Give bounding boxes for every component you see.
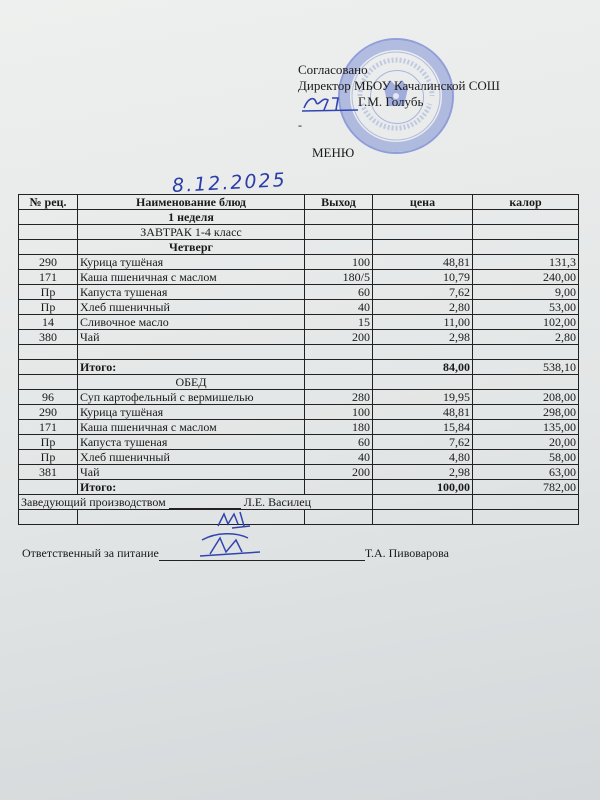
table-row <box>19 420 579 435</box>
spacer-row <box>19 345 579 360</box>
calories-cell: 2,80 <box>473 330 579 345</box>
recipe-no-cell: Пр <box>19 450 78 465</box>
dish-name-cell: Капуста тушеная <box>78 285 305 300</box>
breakfast-rows <box>19 255 579 345</box>
table-row <box>19 465 579 480</box>
header-price: цена <box>373 195 473 210</box>
breakfast-total-calories: 538,10 <box>473 360 579 375</box>
lunch-title-row <box>19 375 579 390</box>
portion-cell: 280 <box>305 390 373 405</box>
dish-name-cell: Чай <box>78 330 305 345</box>
calories-cell: 208,00 <box>473 390 579 405</box>
breakfast-title-row <box>19 225 579 240</box>
breakfast-total-label: Итого: <box>78 360 305 375</box>
menu-title: МЕНЮ <box>312 145 355 160</box>
table-row <box>19 435 579 450</box>
empty-row <box>19 510 579 525</box>
price-cell: 48,81 <box>373 405 473 420</box>
header-calories: калор <box>473 195 579 210</box>
table-row <box>19 450 579 465</box>
recipe-no-cell: Пр <box>19 300 78 315</box>
manager-signature <box>214 508 254 532</box>
table-header-row <box>19 195 579 210</box>
portion-cell: 180 <box>305 420 373 435</box>
table-row <box>19 255 579 270</box>
table-row <box>19 270 579 285</box>
menu-table <box>18 194 579 525</box>
portion-cell: 40 <box>305 450 373 465</box>
calories-cell: 298,00 <box>473 405 579 420</box>
table-row <box>19 315 579 330</box>
manager-label: Заведующий производством <box>21 495 166 509</box>
price-cell: 7,62 <box>373 285 473 300</box>
responsible-label: Ответственный за питание <box>22 546 159 560</box>
approval-dash: - <box>298 118 302 132</box>
recipe-no-cell: 14 <box>19 315 78 330</box>
breakfast-title: ЗАВТРАК 1-4 класс <box>78 225 305 240</box>
lunch-rows <box>19 390 579 480</box>
responsible-signature <box>196 530 266 560</box>
lunch-total-row <box>19 480 579 495</box>
approval-director: Директор МБОУ Качалинской СОШ <box>298 78 500 93</box>
portion-cell: 60 <box>305 435 373 450</box>
price-cell: 10,79 <box>373 270 473 285</box>
price-cell: 4,80 <box>373 450 473 465</box>
lunch-total-label: Итого: <box>78 480 305 495</box>
dish-name-cell: Курица тушёная <box>78 255 305 270</box>
week-row <box>19 210 579 225</box>
portion-cell: 60 <box>305 285 373 300</box>
price-cell: 7,62 <box>373 435 473 450</box>
breakfast-total-price: 84,00 <box>373 360 473 375</box>
director-signature <box>298 92 368 114</box>
recipe-no-cell: 290 <box>19 405 78 420</box>
table-row <box>19 330 579 345</box>
day-row <box>19 240 579 255</box>
portion-cell: 100 <box>305 405 373 420</box>
price-cell: 19,95 <box>373 390 473 405</box>
calories-cell: 240,00 <box>473 270 579 285</box>
header-portion: Выход <box>305 195 373 210</box>
breakfast-total-row <box>19 360 579 375</box>
handwritten-date: 8.12.2025 <box>171 169 288 197</box>
price-cell: 2,98 <box>373 465 473 480</box>
approval-heading: Согласовано <box>298 62 368 77</box>
header-recipe-no: № рец. <box>19 195 78 210</box>
portion-cell: 15 <box>305 315 373 330</box>
approval-director-name: Г.М. Голубь <box>358 94 424 109</box>
dish-name-cell: Капуста тушеная <box>78 435 305 450</box>
dish-name-cell: Курица тушёная <box>78 405 305 420</box>
table-row <box>19 405 579 420</box>
calories-cell: 63,00 <box>473 465 579 480</box>
portion-cell: 100 <box>305 255 373 270</box>
price-cell: 15,84 <box>373 420 473 435</box>
recipe-no-cell: 380 <box>19 330 78 345</box>
recipe-no-cell: 171 <box>19 270 78 285</box>
price-cell: 48,81 <box>373 255 473 270</box>
dish-name-cell: Суп картофельный с вермишелью <box>78 390 305 405</box>
recipe-no-cell: 381 <box>19 465 78 480</box>
dish-name-cell: Чай <box>78 465 305 480</box>
recipe-no-cell: 96 <box>19 390 78 405</box>
week-label: 1 неделя <box>78 210 305 225</box>
dish-name-cell: Хлеб пшеничный <box>78 300 305 315</box>
table-row <box>19 300 579 315</box>
calories-cell: 9,00 <box>473 285 579 300</box>
calories-cell: 131,3 <box>473 255 579 270</box>
manager-cell <box>19 495 373 510</box>
manager-name: Л.Е. Василец <box>243 495 311 509</box>
price-cell: 2,80 <box>373 300 473 315</box>
calories-cell: 53,00 <box>473 300 579 315</box>
portion-cell: 200 <box>305 330 373 345</box>
header-dish-name: Наименование блюд <box>78 195 305 210</box>
portion-cell: 180/5 <box>305 270 373 285</box>
manager-row <box>19 495 579 510</box>
day-label: Четверг <box>78 240 305 255</box>
dish-name-cell: Каша пшеничная с маслом <box>78 420 305 435</box>
responsible-name: Т.А. Пивоварова <box>364 546 449 560</box>
dish-name-cell: Хлеб пшеничный <box>78 450 305 465</box>
price-cell: 11,00 <box>373 315 473 330</box>
lunch-total-calories: 782,00 <box>473 480 579 495</box>
calories-cell: 20,00 <box>473 435 579 450</box>
dish-name-cell: Каша пшеничная с маслом <box>78 270 305 285</box>
lunch-title: ОБЕД <box>78 375 305 390</box>
dish-name-cell: Сливочное масло <box>78 315 305 330</box>
table-row <box>19 285 579 300</box>
price-cell: 2,98 <box>373 330 473 345</box>
recipe-no-cell: Пр <box>19 435 78 450</box>
recipe-no-cell: 290 <box>19 255 78 270</box>
lunch-total-price: 100,00 <box>373 480 473 495</box>
recipe-no-cell: Пр <box>19 285 78 300</box>
portion-cell: 40 <box>305 300 373 315</box>
calories-cell: 102,00 <box>473 315 579 330</box>
calories-cell: 58,00 <box>473 450 579 465</box>
recipe-no-cell: 171 <box>19 420 78 435</box>
calories-cell: 135,00 <box>473 420 579 435</box>
table-row <box>19 390 579 405</box>
portion-cell: 200 <box>305 465 373 480</box>
